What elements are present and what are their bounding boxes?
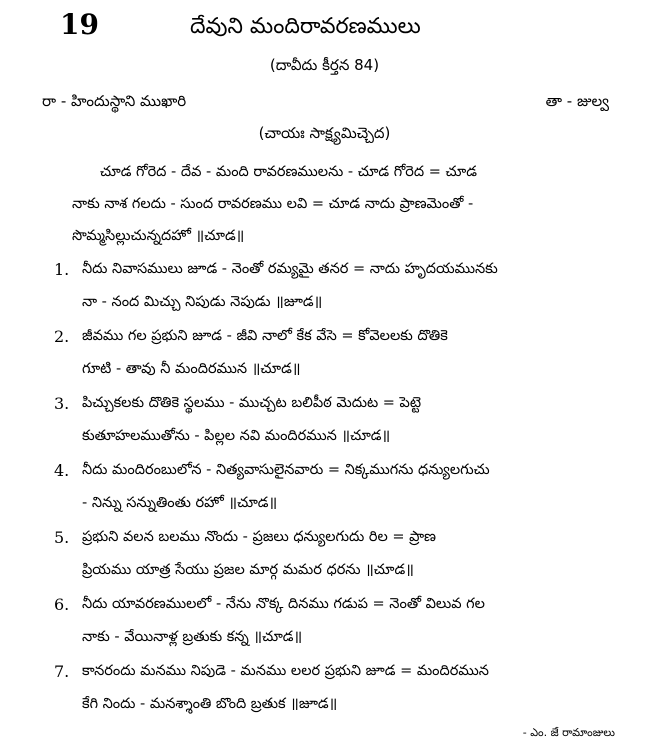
verse-number: 7. [54,662,70,681]
verse-line: నాకు - వేయినాళ్ల బ్రతుకు కన్న ॥చూడ॥ [82,629,303,645]
verse-line: పిచ్చుకలకు దొతికె స్థలము - ముచ్చట బలిపీఠ మెదుట = పెట్టె [82,395,422,411]
verse-6 [54,588,619,654]
verse-line: నీదు యావరణములలో - నేను నొక్క దినము గడుప = నెంతో విలువ గల [82,596,485,612]
verse-7 [54,655,619,721]
pallavi-line: నాకు నాశ గలదు - సుంద రావరణము లవి = చూడ నాదు ప్రాణమెంతో - [72,196,474,212]
verse-3 [54,387,619,453]
author-credit: - ఎం. జే రామాంజులు [522,726,615,739]
raga-label: రా - హిందుస్థాని ముఖారి [42,92,187,110]
verse-line: ప్రియము యాత్ర సేయు ప్రజల మార్గ మమర ధరను ॥చూడ॥ [82,562,414,578]
verse-line: కానరందు మనము నిపుడె - మనము లలర ప్రభుని జూడ = మందిరమున [82,663,489,679]
page-number: 19 [60,8,99,41]
verse-line: నీదు మందిరంబులోన - నిత్యవాసులైనవారు = నిక్కముగను ధన్యులగుచు [82,462,490,478]
verse-line: జీవము గల ప్రభుని జూడ - జీవి నాలో కేక వేసె = కోవెలలకు దొతికె [82,328,448,344]
pallavi-line: సొమ్మసిల్లుచున్నదహో ॥చూడ॥ [72,228,245,244]
verse-4 [54,454,619,520]
verse-line: కేగి నిందు - మనశ్శాంతి బొంది బ్రతుక ॥జూడ॥ [82,696,338,712]
verse-line: ప్రభుని వలన బలము నొందు - ప్రజలు ధన్యులగుదు రిల = ప్రాణ [82,529,437,545]
verse-line: కుతూహలముతోను - పిల్లల నవి మందిరమున ॥చూడ॥ [82,428,391,444]
tala-label: తా - జుల్వ [545,92,609,110]
verse-line: నీదు నివాసములు జూడ - నెంతో రమ్యమై తనర = నాదు హృదయమునకు [82,261,498,277]
verse-number: 6. [54,595,70,614]
song-subtitle: (దావీదు కీర్తన 84) [269,56,380,74]
verse-1 [54,253,619,319]
verse-line: నా - నంద మిచ్చు నిపుడు నెపుడు ॥జూడ॥ [82,294,323,310]
verse-line: గూటి - తావు నీ మందిరమున ॥చూడ॥ [82,361,301,377]
chaya-label: (చాయః సాక్ష్యమిచ్చెద) [258,124,391,142]
verse-number: 2. [54,327,70,346]
verse-number: 1. [54,260,70,279]
verse-line: - నిన్ను సన్నుతింతు రహో ॥చూడ॥ [82,495,278,511]
song-title: దేవుని మందిరావరణములు [190,14,421,39]
verse-number: 5. [54,528,70,547]
verse-number: 3. [54,394,70,413]
verse-number: 4. [54,461,70,480]
verse-5 [54,521,619,587]
verse-2 [54,320,619,386]
pallavi [72,156,617,252]
pallavi-line: చూడ గోరెద - దేవ - మంది రావరణములను - చూడ గోరెద = చూడ [100,164,477,180]
